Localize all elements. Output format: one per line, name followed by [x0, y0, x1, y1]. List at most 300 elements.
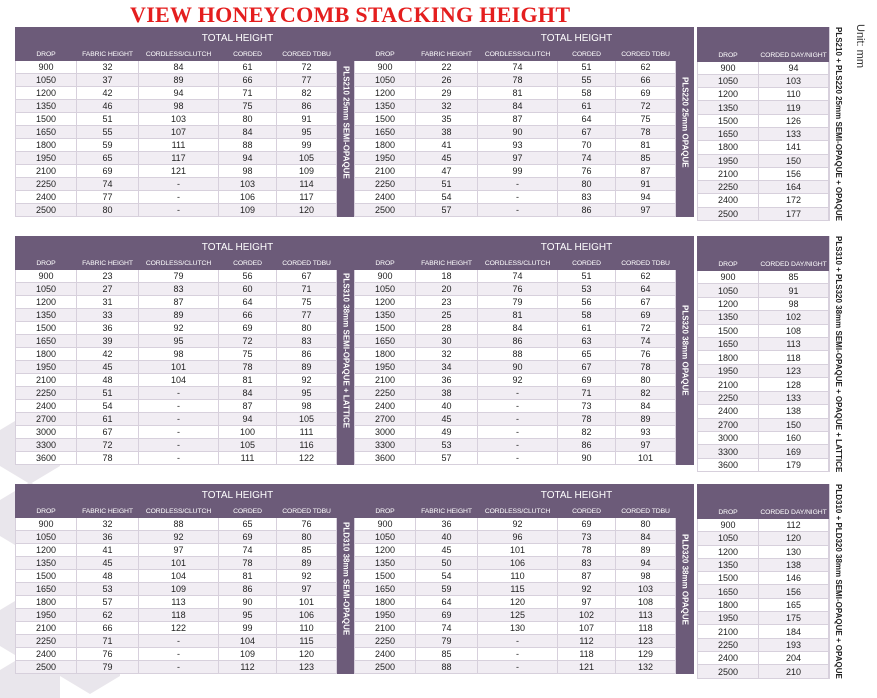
table-cell: 89 [277, 557, 337, 570]
table-cell: 71 [219, 87, 277, 100]
table-cell: 103 [219, 178, 277, 191]
table-cell: 37 [77, 74, 139, 87]
table-cell: 45 [77, 361, 139, 374]
table-cell: 1500 [698, 114, 759, 127]
table-cell: 69 [616, 87, 676, 100]
fabric-height-header: FABRIC HEIGHT [416, 506, 478, 518]
daynight-table-group [697, 236, 847, 472]
table-cell: 111 [219, 452, 277, 465]
table-cell: 98 [759, 297, 829, 310]
table-cell: 2500 [698, 665, 759, 678]
table-cell: 98 [219, 165, 277, 178]
table-cell: 110 [277, 622, 337, 635]
table-cell: 97 [478, 152, 558, 165]
table-row [698, 545, 829, 558]
table-cell: 40 [416, 531, 478, 544]
table-row [355, 570, 676, 583]
table-cell: 141 [759, 141, 829, 154]
table-cell: 1200 [16, 87, 77, 100]
table-cell: 99 [219, 622, 277, 635]
table-cell: - [478, 648, 558, 661]
corded-tdbu-header: CORDED TDBU [616, 506, 676, 518]
table-row [16, 191, 337, 204]
stacking-table-group [354, 484, 694, 674]
table-cell: 118 [759, 351, 829, 364]
table-cell: 1500 [16, 570, 77, 583]
table-cell: 93 [616, 426, 676, 439]
table-cell: 138 [759, 558, 829, 571]
table-cell: 67 [616, 296, 676, 309]
table-cell: 41 [77, 544, 139, 557]
table-row [698, 207, 829, 220]
table-cell: 87 [219, 400, 277, 413]
table-cell: 900 [355, 270, 416, 283]
drop-header: DROP [355, 506, 416, 518]
table-cell: 1050 [355, 283, 416, 296]
product-label-text: PLD320 38mm OPAQUE [680, 533, 690, 625]
table-row [355, 439, 676, 452]
table-cell: 1650 [355, 126, 416, 139]
table-cell: 66 [77, 622, 139, 635]
table-cell: - [139, 387, 219, 400]
table-cell: 1050 [698, 74, 759, 87]
total-height-header: TOTAL HEIGHT [139, 237, 337, 258]
table-row [698, 665, 829, 678]
table-cell: - [478, 191, 558, 204]
table-cell: 97 [616, 439, 676, 452]
table-cell: 1050 [698, 284, 759, 297]
table-cell: 2700 [355, 413, 416, 426]
table-row [16, 452, 337, 465]
table-cell: 112 [219, 661, 277, 674]
table-cell: - [139, 661, 219, 674]
table-row [698, 284, 829, 297]
table-cell: 1950 [16, 152, 77, 165]
fabric-height-header: FABRIC HEIGHT [77, 258, 139, 270]
table-cell: 164 [759, 181, 829, 194]
table-row [355, 113, 676, 126]
table-cell: 150 [759, 154, 829, 167]
product-label-text: PLS310 + PLS320 38mm SEMI-OPAQUE + OPAQUE + LATTICE [834, 236, 843, 473]
table-cell: 26 [416, 74, 478, 87]
table-row [16, 61, 337, 74]
table-cell: 56 [558, 296, 616, 309]
table-cell: 2400 [698, 405, 759, 418]
header-blank [698, 237, 829, 259]
table-row [698, 625, 829, 638]
table-cell: 27 [77, 283, 139, 296]
table-row [16, 635, 337, 648]
table-cell: 900 [355, 518, 416, 531]
table-cell: 94 [219, 413, 277, 426]
table-cell: 102 [558, 609, 616, 622]
table-cell: 1650 [698, 585, 759, 598]
table-cell: 60 [219, 283, 277, 296]
table-cell: 53 [558, 283, 616, 296]
table-row [698, 638, 829, 651]
table-cell: 1050 [16, 74, 77, 87]
table-cell: 123 [616, 635, 676, 648]
table-row [698, 572, 829, 585]
table-cell: 105 [277, 152, 337, 165]
table-cell: 84 [139, 61, 219, 74]
product-side-label [337, 27, 355, 217]
product-label-text: PLS210 25mm SEMI-OPAQUE [341, 65, 351, 179]
table-cell: 23 [416, 296, 478, 309]
table-cell: 86 [558, 439, 616, 452]
table-cell: 2400 [698, 652, 759, 665]
table-row [698, 391, 829, 404]
product-side-label [676, 236, 694, 465]
cordless-clutch-header: CORDLESS/CLUTCH [139, 258, 219, 270]
stacking-table-group [15, 27, 355, 217]
table-cell: 18 [416, 270, 478, 283]
total-height-header: TOTAL HEIGHT [478, 28, 676, 49]
product-label-text: PLD310 38mm SEMI-OPAQUE [341, 522, 351, 636]
table-cell: 91 [616, 178, 676, 191]
table-cell: 99 [277, 139, 337, 152]
table-cell: 95 [219, 609, 277, 622]
table-cell: - [139, 413, 219, 426]
table-cell: 82 [277, 87, 337, 100]
table-cell: 72 [616, 322, 676, 335]
corded-tdbu-header: CORDED TDBU [277, 258, 337, 270]
table-row [698, 141, 829, 154]
corded-header: CORDED [219, 506, 277, 518]
table-row [355, 374, 676, 387]
stacking-table [354, 236, 676, 465]
table-cell: 82 [558, 426, 616, 439]
table-cell: 62 [77, 609, 139, 622]
table-cell: 103 [616, 583, 676, 596]
table-row [355, 648, 676, 661]
table-row [355, 400, 676, 413]
daynight-table-group [697, 27, 847, 221]
table-cell: 108 [759, 324, 829, 337]
table-cell: 71 [277, 283, 337, 296]
table-row [355, 322, 676, 335]
table-row [355, 583, 676, 596]
table-cell: 1050 [698, 532, 759, 545]
table-row [16, 531, 337, 544]
table-cell: 1200 [16, 544, 77, 557]
table-row [698, 114, 829, 127]
table-row [698, 128, 829, 141]
table-cell: 1800 [355, 348, 416, 361]
stacking-table-group [354, 236, 694, 465]
table-cell: 91 [759, 284, 829, 297]
table-cell: 66 [219, 309, 277, 322]
drop-header: DROP [355, 49, 416, 61]
table-cell: - [478, 204, 558, 217]
table-cell: 70 [558, 139, 616, 152]
fabric-height-header: FABRIC HEIGHT [416, 49, 478, 61]
table-cell: 1500 [16, 322, 77, 335]
table-cell: 69 [616, 309, 676, 322]
drop-header: DROP [16, 258, 77, 270]
table-cell: 53 [77, 583, 139, 596]
table-cell: 1200 [698, 297, 759, 310]
table-cell: 67 [558, 126, 616, 139]
table-row [698, 311, 829, 324]
table-cell: 48 [77, 374, 139, 387]
table-cell: 109 [139, 583, 219, 596]
table-cell: 94 [219, 152, 277, 165]
table-cell: 2400 [16, 400, 77, 413]
table-cell: - [478, 661, 558, 674]
table-cell: 96 [478, 531, 558, 544]
table-cell: 1950 [16, 361, 77, 374]
table-cell: - [139, 648, 219, 661]
table-cell: 67 [277, 270, 337, 283]
table-cell: 3600 [16, 452, 77, 465]
table-cell: 1200 [355, 296, 416, 309]
table-row [698, 101, 829, 114]
table-cell: 116 [277, 439, 337, 452]
table-cell: 69 [219, 322, 277, 335]
table-cell: 72 [77, 439, 139, 452]
table-row [16, 387, 337, 400]
column-header-row [698, 49, 829, 61]
product-side-label [676, 484, 694, 674]
drop-header: DROP [16, 506, 77, 518]
table-cell: 69 [558, 518, 616, 531]
table-cell: 25 [416, 309, 478, 322]
table-cell: 85 [759, 271, 829, 284]
table-cell: 129 [616, 648, 676, 661]
table-cell: 79 [139, 270, 219, 283]
table-cell: 204 [759, 652, 829, 665]
table-cell: 20 [416, 283, 478, 296]
table-cell: 28 [416, 322, 478, 335]
table-cell: 113 [759, 338, 829, 351]
table-cell: 84 [478, 322, 558, 335]
cordless-clutch-header: CORDLESS/CLUTCH [478, 49, 558, 61]
table-cell: 107 [558, 622, 616, 635]
table-row [355, 191, 676, 204]
table-cell: 1800 [698, 598, 759, 611]
table-cell: 120 [277, 204, 337, 217]
table-row [698, 88, 829, 101]
table-cell: 93 [478, 139, 558, 152]
table-row [698, 181, 829, 194]
table-row [698, 431, 829, 444]
table-cell: 91 [277, 113, 337, 126]
table-cell: 3300 [698, 445, 759, 458]
table-cell: 146 [759, 572, 829, 585]
table-cell: 74 [558, 152, 616, 165]
table-cell: 3300 [16, 439, 77, 452]
table-cell: 184 [759, 625, 829, 638]
table-cell: 61 [558, 100, 616, 113]
table-cell: 80 [616, 518, 676, 531]
column-header-row [698, 506, 829, 518]
table-cell: - [478, 439, 558, 452]
table-cell: 113 [139, 596, 219, 609]
table-row [16, 518, 337, 531]
table-row [16, 283, 337, 296]
table-cell: 128 [759, 378, 829, 391]
table-cell: - [478, 452, 558, 465]
table-cell: 81 [219, 374, 277, 387]
table-cell: 1200 [16, 296, 77, 309]
table-cell: 1500 [698, 324, 759, 337]
drop-header: DROP [698, 506, 759, 518]
total-height-header: TOTAL HEIGHT [478, 485, 676, 506]
table-cell: 3000 [698, 431, 759, 444]
table-cell: - [139, 439, 219, 452]
table-cell: 80 [219, 113, 277, 126]
table-row [355, 270, 676, 283]
table-cell: 115 [277, 635, 337, 648]
table-cell: 54 [416, 191, 478, 204]
table-cell: 79 [416, 635, 478, 648]
table-cell: 55 [558, 74, 616, 87]
table-cell: 76 [77, 648, 139, 661]
table-row [698, 61, 829, 74]
table-cell: 99 [478, 165, 558, 178]
table-cell: 72 [277, 61, 337, 74]
header-blank [16, 28, 139, 49]
table-cell: 1800 [16, 596, 77, 609]
table-cell: 92 [478, 374, 558, 387]
table-cell: 130 [759, 545, 829, 558]
table-row [16, 335, 337, 348]
table-cell: 78 [219, 557, 277, 570]
table-cell: 2100 [698, 378, 759, 391]
table-cell: 109 [219, 204, 277, 217]
table-cell: 126 [759, 114, 829, 127]
table-cell: 51 [77, 387, 139, 400]
table-cell: 66 [219, 74, 277, 87]
table-cell: 84 [616, 400, 676, 413]
table-cell: 150 [759, 418, 829, 431]
unit-label: Unit: mm [854, 24, 866, 68]
table-cell: 133 [759, 391, 829, 404]
table-cell: 2400 [355, 400, 416, 413]
column-header-row [16, 258, 337, 270]
stacking-table [15, 236, 337, 465]
table-cell: 1800 [16, 348, 77, 361]
table-row [355, 661, 676, 674]
table-cell: 1050 [355, 74, 416, 87]
table-cell: 1350 [16, 100, 77, 113]
table-cell: 112 [558, 635, 616, 648]
stacking-table-group [15, 484, 355, 674]
table-cell: 32 [77, 518, 139, 531]
table-header-row [698, 485, 829, 507]
daynight-table-group [697, 484, 847, 679]
table-cell: 2100 [355, 165, 416, 178]
table-row [16, 348, 337, 361]
table-cell: 900 [698, 518, 759, 531]
table-cell: 89 [139, 74, 219, 87]
table-row [16, 374, 337, 387]
table-cell: 2500 [355, 661, 416, 674]
table-cell: 2500 [698, 207, 759, 220]
table-cell: 80 [277, 531, 337, 544]
table-row [698, 351, 829, 364]
table-cell: 97 [558, 596, 616, 609]
table-cell: 92 [139, 531, 219, 544]
table-row [698, 598, 829, 611]
table-cell: 125 [478, 609, 558, 622]
table-row [16, 74, 337, 87]
corded-tdbu-header: CORDED TDBU [277, 49, 337, 61]
stacking-table [15, 27, 337, 217]
table-header-row [16, 28, 337, 49]
table-cell: 1350 [698, 558, 759, 571]
table-cell: 94 [139, 87, 219, 100]
table-cell: 73 [558, 531, 616, 544]
table-cell: 61 [219, 61, 277, 74]
table-cell: 30 [416, 335, 478, 348]
total-height-header: TOTAL HEIGHT [139, 485, 337, 506]
table-row [355, 518, 676, 531]
table-cell: 103 [759, 74, 829, 87]
table-row [355, 309, 676, 322]
table-row [16, 413, 337, 426]
table-cell: 1950 [355, 152, 416, 165]
table-cell: 62 [616, 270, 676, 283]
table-cell: 83 [558, 191, 616, 204]
table-cell: 47 [416, 165, 478, 178]
table-cell: 900 [355, 61, 416, 74]
table-cell: 1200 [355, 87, 416, 100]
product-side-label [337, 484, 355, 674]
table-cell: 90 [478, 126, 558, 139]
table-cell: 84 [478, 100, 558, 113]
table-cell: 58 [558, 309, 616, 322]
table-row [16, 648, 337, 661]
table-cell: 2700 [698, 418, 759, 431]
table-cell: 79 [478, 296, 558, 309]
daynight-table [697, 27, 829, 221]
table-cell: - [478, 178, 558, 191]
table-cell: 106 [478, 557, 558, 570]
table-row [698, 612, 829, 625]
table-row [16, 113, 337, 126]
table-cell: 65 [219, 518, 277, 531]
table-row [698, 271, 829, 284]
table-row [16, 361, 337, 374]
table-cell: - [478, 413, 558, 426]
table-cell: 119 [759, 101, 829, 114]
table-cell: 75 [219, 100, 277, 113]
total-height-header: TOTAL HEIGHT [478, 237, 676, 258]
table-row [698, 458, 829, 472]
table-cell: 118 [139, 609, 219, 622]
table-row [355, 178, 676, 191]
column-header-row [355, 49, 676, 61]
table-cell: 87 [558, 570, 616, 583]
table-row [355, 531, 676, 544]
cordless-clutch-header: CORDLESS/CLUTCH [478, 258, 558, 270]
corded-tdbu-header: CORDED TDBU [277, 506, 337, 518]
table-cell: 31 [77, 296, 139, 309]
table-cell: 45 [416, 152, 478, 165]
table-row [698, 74, 829, 87]
page-title: VIEW HONEYCOMB STACKING HEIGHT [130, 2, 571, 27]
corded-header: CORDED [558, 49, 616, 61]
table-cell: 92 [478, 518, 558, 531]
product-side-label [829, 484, 847, 679]
table-row [355, 544, 676, 557]
column-header-row [355, 258, 676, 270]
table-cell: 54 [77, 400, 139, 413]
table-cell: 78 [77, 452, 139, 465]
table-row [355, 609, 676, 622]
